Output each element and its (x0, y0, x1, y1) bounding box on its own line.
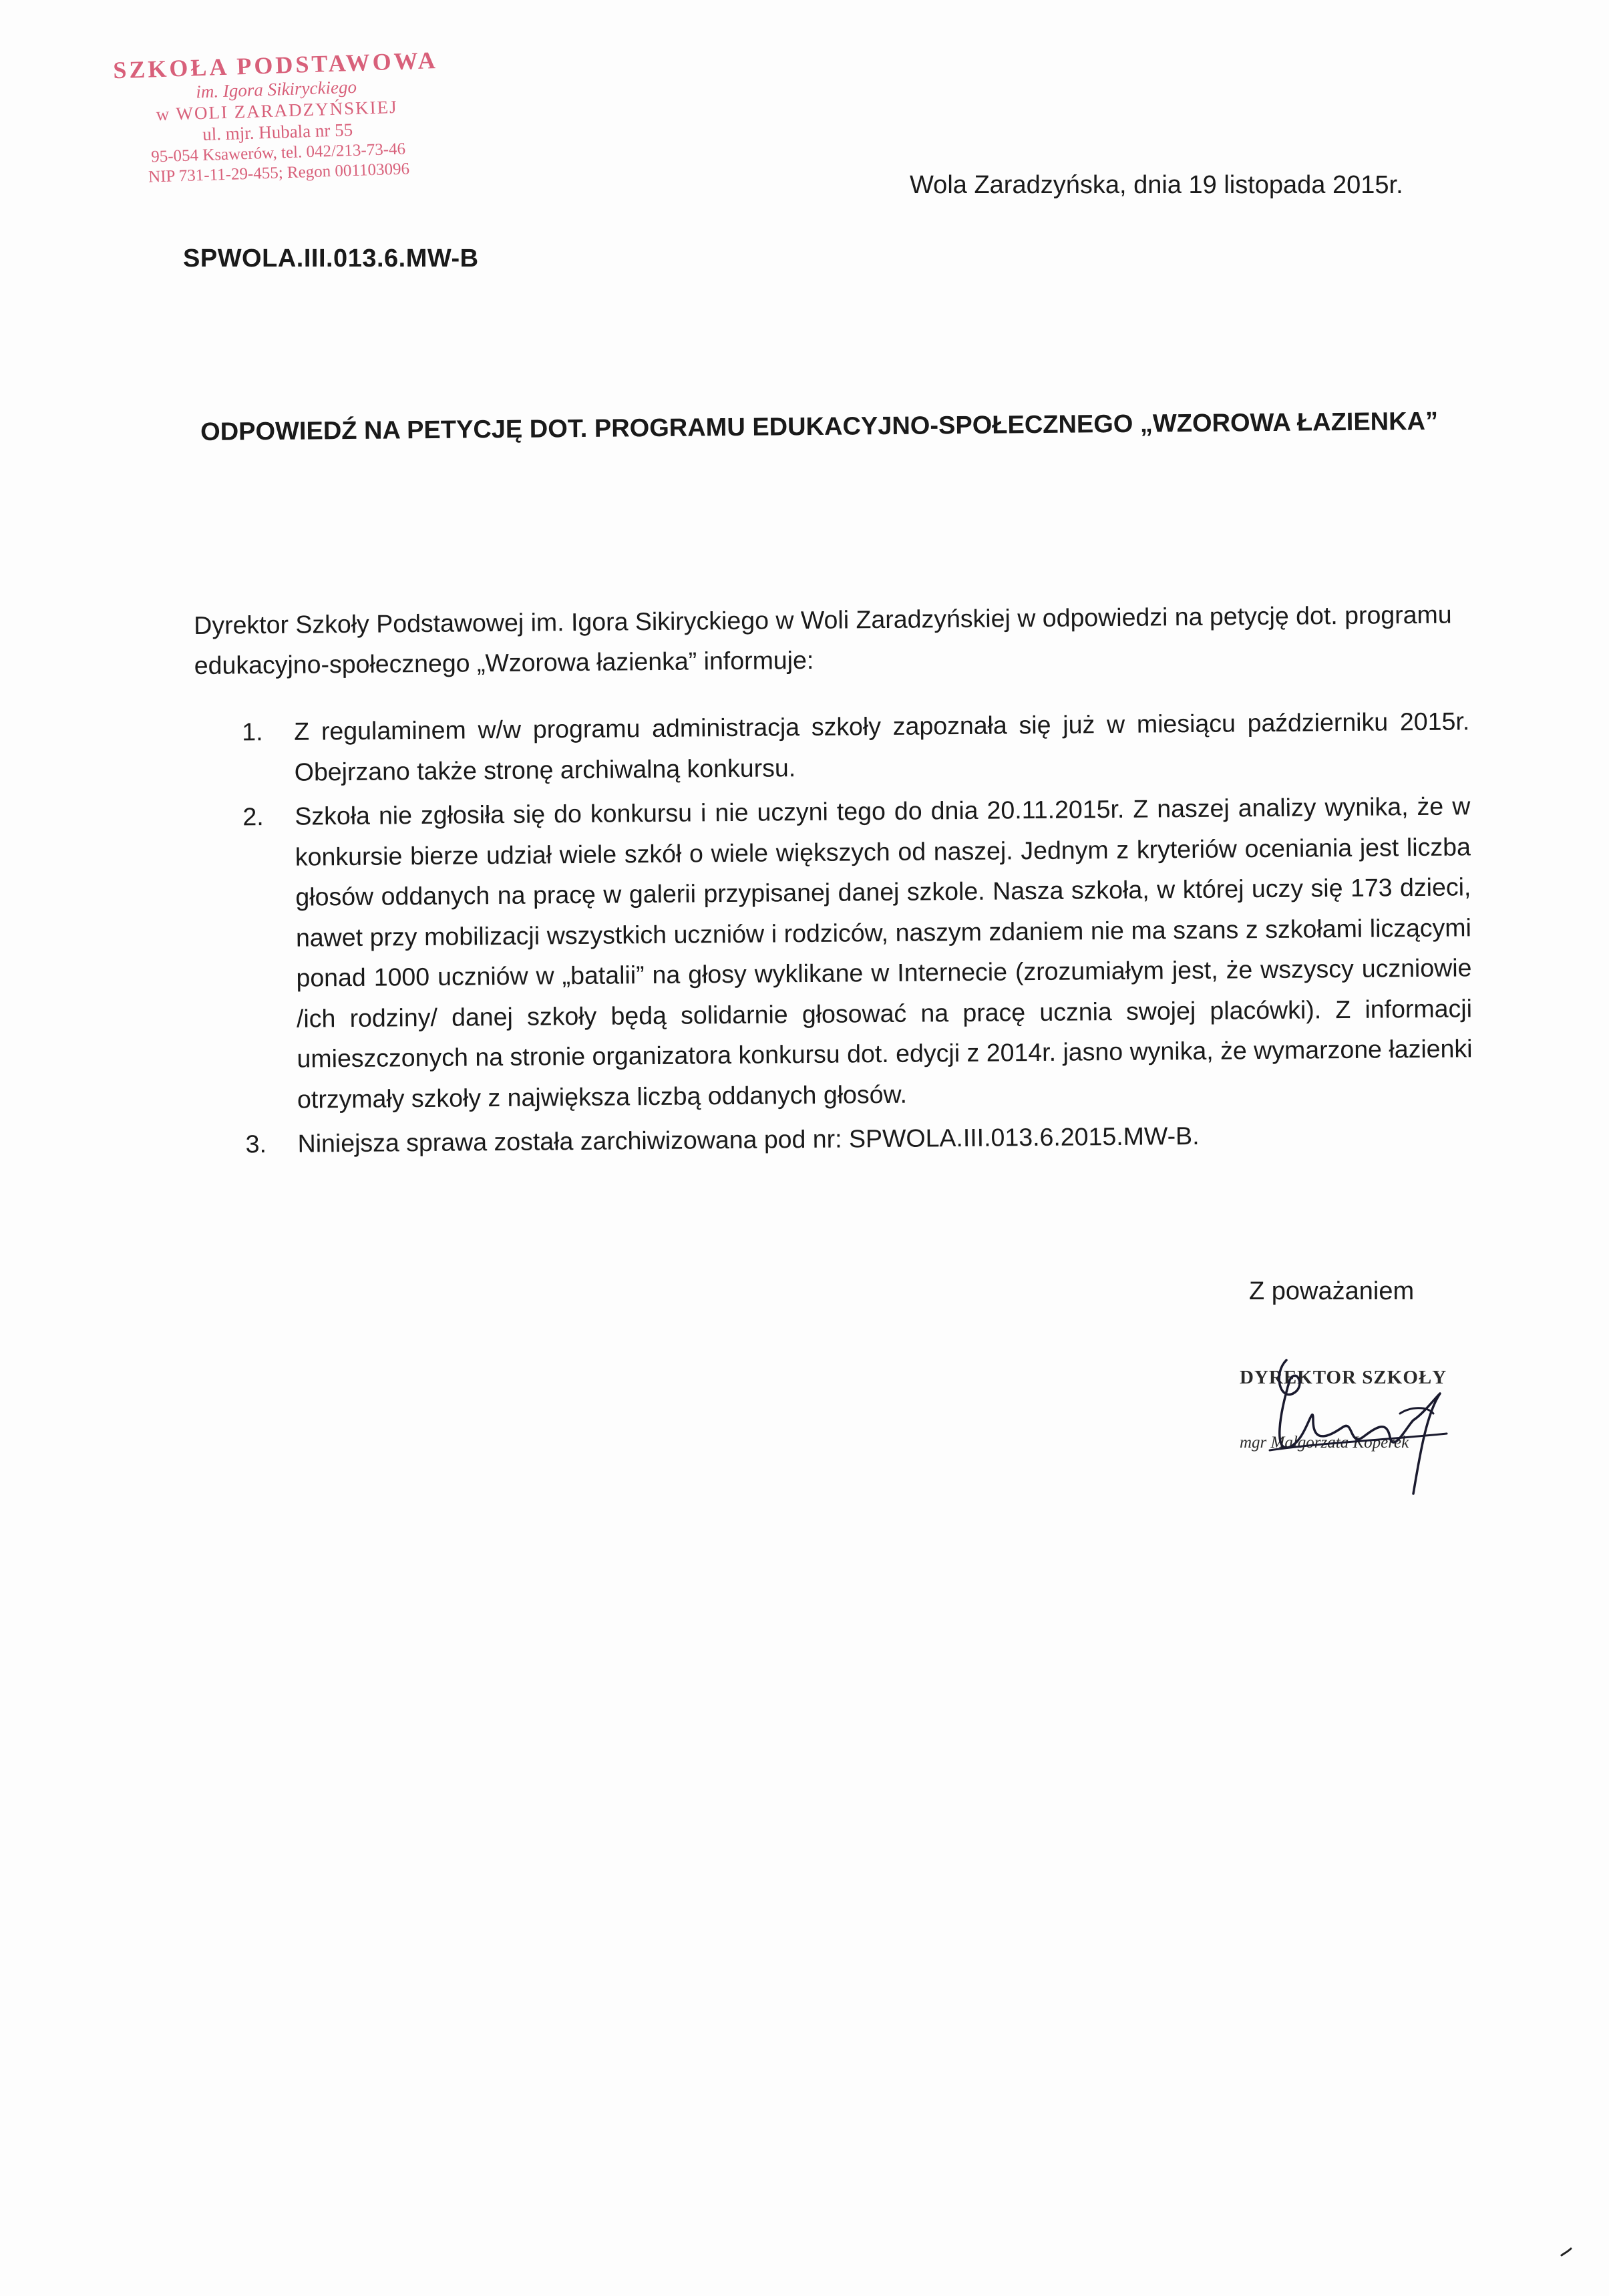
list-item-number: 3. (245, 1130, 267, 1158)
numbered-list (194, 701, 1473, 1168)
scan-dot-mark (1560, 2246, 1574, 2259)
list-item (197, 1113, 1473, 1164)
document-title: ODPOWIEDŹ NA PETYCJĘ DOT. PROGRAMU EDUKACYJNO-SPOŁECZNEGO „WZOROWA ŁAZIENKA” (200, 407, 1439, 446)
place-date: Wola Zaradzyńska, dnia 19 listopada 2015r. (910, 171, 1403, 199)
stamp-school-name: SZKOŁA PODSTAWOWA (112, 46, 439, 84)
stamp-patron: im. Igora Sikiryckiego (195, 77, 357, 102)
signature-stamp (1240, 1360, 1480, 1507)
closing-salutation: Z poważaniem (1249, 1277, 1415, 1305)
stamp-nip-regon: NIP 731-11-29-455; Regon 001103096 (148, 159, 410, 186)
list-item-text: Szkoła nie zgłosiła się do konkursu i nie uczyni tego do dnia 20.11.2015r. Z naszej analizy wynika, że w konkursie bierze udział wiele szkół o wiele większych od naszej. Jednym z kryteriów oceniania jest liczba głosów oddanych na pracę w galerii przypisanej danej szkole. Nasza szkoła, w której uczy się 173 dzieci, nawet przy mobilizacji wszystkich uczniów i rodziców, naszym zdaniem nie ma szans z szkołami liczącymi ponad 1000 uczniów w „batalii” na głosy wyklikane w Internecie (zrozumiałym jest, że wszyscy uczniowie /ich rodziny/ danej szkoły będą solidarnie głosować na pracę ucznia swojej placówki). Z informacji umieszczonych na stronie organizatora konkursu dot. edycji z 2014r. jasno wynika, że wymarzone łazienki otrzymały szkoły z największa liczbą oddanych głosów. (295, 792, 1473, 1114)
list-item-text: Z regulaminem w/w programu administracja szkoły zapoznała się już w miesiącu październiku 2015r. Obejrzano także stronę archiwalną konkursu. (294, 707, 1470, 786)
signature-role: DYREKTOR SZKOŁY (1240, 1367, 1447, 1388)
list-item-number: 2. (242, 802, 264, 831)
list-item-text: Niniejsza sprawa została zarchiwizowana pod nr: SPWOLA.III.013.6.2015.MW-B. (297, 1121, 1200, 1158)
list-item (194, 701, 1470, 793)
stamp-street: ul. mjr. Hubala nr 55 (202, 120, 353, 145)
reference-number: SPWOLA.III.013.6.MW-B (183, 244, 479, 273)
intro-paragraph: Dyrektor Szkoły Podstawowej im. Igora Sikiryckiego w Woli Zaradzyńskiej w odpowiedzi na petycję dot. programu edukacyjno-społecznego „Wzorowa łazienka” informuje: (194, 600, 1452, 679)
handwritten-signature (1233, 1320, 1487, 1547)
signature-name: mgr Małgorzata Koperek (1240, 1434, 1409, 1452)
list-item (194, 786, 1473, 1120)
list-item-number: 1. (242, 717, 263, 746)
stamp-postal-phone: 95-054 Ksawerów, tel. 042/213-73-46 (150, 140, 406, 166)
stamp-locality: w WOLI ZARADZYŃSKIEJ (156, 97, 399, 125)
school-stamp (75, 45, 480, 189)
